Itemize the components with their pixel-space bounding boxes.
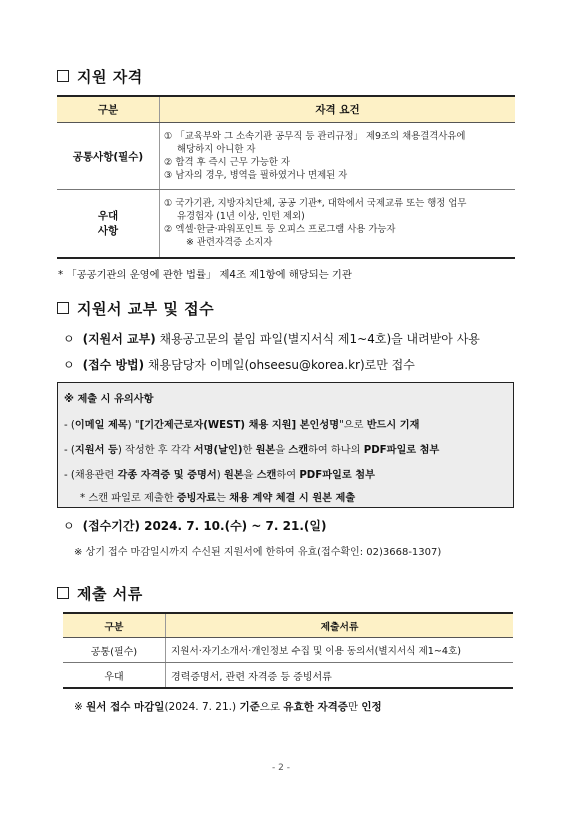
table-header-category: 구분 <box>57 96 160 123</box>
table-header-requirements: 자격 요건 <box>160 96 516 123</box>
bullet-marker: ㅇ <box>63 358 75 372</box>
item-text: (접수기간) 2024. 7. 10.(수) ~ 7. 21.(일) <box>82 519 327 533</box>
section-title-text: 지원 자격 <box>77 68 143 86</box>
note-bold: 유효한 자격증 <box>283 701 348 713</box>
row-label-line: 사항 <box>97 225 119 238</box>
note-bold: 기준 <box>239 701 260 713</box>
notice-bold: 원본 <box>223 470 244 481</box>
detail-line: ③ 남자의 경우, 병역을 필하였거나 면제된 자 <box>164 170 348 181</box>
notice-line-application <box>64 441 439 456</box>
section-title-qualification <box>57 66 143 87</box>
table-header-row <box>63 613 513 638</box>
notice-text: ) 작성한 후 각각 <box>117 445 194 456</box>
row-label: 우대 <box>63 663 166 689</box>
notice-text: ) " <box>127 420 140 431</box>
row-value: 경력증명서, 관련 자격증 등 증빙서류 <box>166 663 514 689</box>
notice-text: 하여 <box>276 470 300 481</box>
row-detail-preferred <box>160 190 516 258</box>
notice-bold: 스캔 <box>256 470 277 481</box>
detail-line: ② 엑셀·한글·파워포인트 등 오피스 프로그램 사용 가능자 <box>164 224 396 236</box>
notice-text: 는 <box>216 493 230 504</box>
notice-bold: 스캔 <box>288 445 309 456</box>
notice-box <box>57 382 514 508</box>
list-item-method <box>63 356 415 373</box>
section-title-documents <box>57 583 143 604</box>
table-header-row <box>57 96 515 123</box>
detail-line: ① 국가기관, 지방자치단체, 공공 기관*, 대학에서 국제교류 또는 행정 업무 <box>164 198 467 210</box>
qualification-table <box>57 95 515 259</box>
page-number: - 2 - <box>272 763 290 773</box>
list-item-period <box>63 517 326 534</box>
bullet-marker: ㅇ <box>63 519 75 533</box>
table-row <box>57 123 515 190</box>
list-item-distribution <box>63 330 480 347</box>
notice-bold: 채용 계약 체결 시 원본 제출 <box>229 493 356 504</box>
notice-text: 을 <box>275 445 289 456</box>
detail-line: ※ 관련자격증 소지자 <box>186 237 273 249</box>
notice-bold: 서명(날인) <box>193 445 243 456</box>
detail-line: 해당하지 아니한 자 <box>177 144 256 155</box>
notice-bold: 원본 <box>255 445 276 456</box>
table-header-category: 구분 <box>63 613 166 638</box>
notice-line-email <box>64 416 419 431</box>
notice-bold: 반드시 기재 <box>366 420 420 431</box>
notice-line-scan <box>80 489 355 504</box>
note-text: 만 <box>347 701 362 713</box>
note-text: ※ <box>74 701 87 713</box>
notice-bold: [기간제근로자(WEST) 채용 지원] 본인성명 <box>139 420 340 431</box>
period-note: ※ 상기 접수 마감일시까지 수신된 지원서에 한하여 유효(접수확인: 02)3668-1307) <box>74 547 442 558</box>
row-label: 공통(필수) <box>63 638 166 663</box>
notice-bold: 증빙자료 <box>176 493 217 504</box>
notice-bold: 지원서 등 <box>74 445 118 456</box>
notice-text: - (채용관련 <box>64 470 118 481</box>
notice-text: - ( <box>64 420 75 431</box>
item-heading: (접수 방법) <box>82 358 145 372</box>
table-row <box>63 638 513 663</box>
detail-line: ② 합격 후 즉시 근무 가능한 자 <box>164 157 290 168</box>
notice-text: ) <box>216 470 224 481</box>
item-text: 채용담당자 이메일(ohseesu@korea.kr)로만 접수 <box>144 358 415 372</box>
row-detail-common <box>160 123 516 190</box>
section-title-application <box>57 298 214 319</box>
row-label-common: 공통사항(필수) <box>57 123 160 190</box>
table-row <box>63 663 513 689</box>
row-value: 지원서·자기소개서·개인정보 수집 및 이용 동의서(별지서식 제1~4호) <box>166 638 514 663</box>
note-bold: 인정 <box>361 701 382 713</box>
notice-text: 하여 하나의 <box>308 445 364 456</box>
notice-bold: 각종 자격증 및 증명서 <box>117 470 217 481</box>
notice-title: ※ 제출 시 유의사항 <box>64 394 154 405</box>
notice-bold: PDF파일로 첨부 <box>363 445 440 456</box>
footnote: * 「공공기관의 운영에 관한 법률」 제4조 제1항에 해당되는 기관 <box>58 269 352 281</box>
note-text: (2024. 7. 21.) <box>164 701 240 713</box>
notice-text: * 스캔 파일로 제출한 <box>80 493 177 504</box>
row-label-preferred <box>57 190 160 258</box>
notice-text: "으로 <box>339 420 367 431</box>
square-bullet-icon <box>57 70 69 82</box>
notice-text: - ( <box>64 445 75 456</box>
square-bullet-icon <box>57 587 69 599</box>
notice-text: 한 <box>242 445 256 456</box>
square-bullet-icon <box>57 302 69 314</box>
section-title-text: 지원서 교부 및 접수 <box>77 300 215 318</box>
notice-line-certificates <box>64 466 375 481</box>
notice-bold: PDF파일로 첨부 <box>299 470 375 481</box>
documents-table <box>63 612 513 689</box>
note-bold: 원서 접수 마감일 <box>86 701 165 713</box>
section-title-text: 제출 서류 <box>77 585 143 603</box>
detail-line: 유경험자 (1년 이상, 인턴 제외) <box>177 211 305 223</box>
item-text: 채용공고문의 붙임 파일(별지서식 제1~4호)을 내려받아 사용 <box>155 332 480 346</box>
table-row <box>57 190 515 258</box>
item-heading: (지원서 교부) <box>82 332 156 346</box>
bullet-marker: ㅇ <box>63 332 75 346</box>
note-text: 으로 <box>259 701 284 713</box>
notice-text: 을 <box>243 470 257 481</box>
row-label-line: 우대 <box>97 210 119 223</box>
table-header-documents: 제출서류 <box>166 613 514 638</box>
notice-bold: 이메일 제목 <box>74 420 128 431</box>
detail-line: ① 「교육부와 그 소속기관 공무직 등 관리규정」 제9조의 채용결격사유에 <box>164 131 466 142</box>
documents-note <box>74 699 382 714</box>
